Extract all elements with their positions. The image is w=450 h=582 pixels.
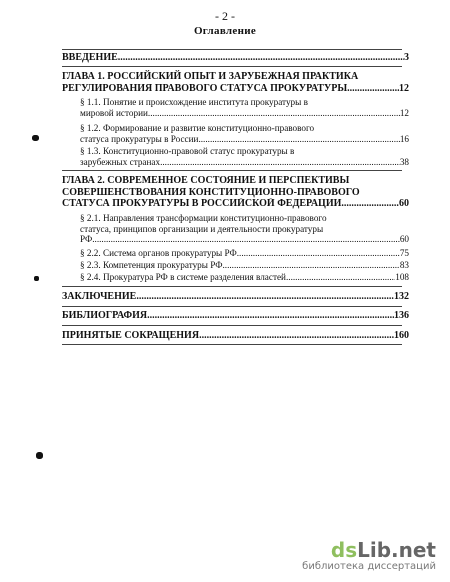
entry-text-line1: § 1.1. Понятие и происхождение института прокуратуры в <box>80 97 308 107</box>
entry-page: 108 <box>395 272 409 282</box>
toc-entry-section-2-3 <box>80 260 409 271</box>
divider <box>62 49 402 50</box>
toc-entry-section-2-1 <box>80 213 409 245</box>
divider <box>62 170 402 171</box>
toc-entry-section-2-4 <box>80 272 409 283</box>
entry-page: 16 <box>399 133 409 144</box>
entry-text-line2: зарубежных странах. <box>80 156 163 167</box>
entry-text-line2: СОВЕРШЕНСТВОВАНИЯ КОНСТИТУЦИОННО-ПРАВОВОГО <box>62 186 360 198</box>
entry-page: 132 <box>394 291 409 302</box>
toc-entry-conclusion <box>62 291 409 303</box>
toc-entry-section-1-2 <box>80 123 409 144</box>
ink-speck <box>36 452 43 459</box>
entry-text-line2: РЕГУЛИРОВАНИЯ ПРАВОВОГО СТАТУСА ПРОКУРАТУРЫ. <box>62 82 350 94</box>
toc-entry-bibliography <box>62 310 409 322</box>
entry-text: § 2.2. Система органов прокуратуры РФ. <box>80 248 240 258</box>
entry-text-line1: ГЛАВА 2. СОВРЕМЕННОЕ СОСТОЯНИЕ И ПЕРСПЕКТИВЫ <box>62 175 350 186</box>
toc-entry-section-1-1 <box>80 97 409 118</box>
entry-page: 136 <box>394 310 409 321</box>
entry-text-line1: § 2.1. Направления трансформации конституционно-правового <box>80 213 327 223</box>
toc-entry-intro <box>62 52 409 64</box>
divider <box>62 286 402 287</box>
entry-text: ВВЕДЕНИЕ. <box>62 52 121 63</box>
ink-speck <box>34 276 39 281</box>
entry-text-line2: мировой истории. <box>80 107 151 118</box>
toc-entry-section-2-2 <box>80 248 409 259</box>
entry-page: 75 <box>399 248 409 258</box>
toc-entry-chapter-2 <box>62 175 409 210</box>
watermark-logo: dsLib.net <box>330 538 436 562</box>
entry-text-line1: § 1.3. Конституционно-правовой статус прокуратуры в <box>80 146 295 156</box>
divider <box>62 325 402 326</box>
entry-text-line2: статуса прокуратуры в России. <box>80 133 201 144</box>
toc-entry-section-1-3 <box>80 146 409 167</box>
entry-text: § 2.4. Прокуратура РФ в системе разделения властей. <box>80 272 289 282</box>
toc-entry-chapter-1 <box>62 71 409 94</box>
entry-text-line3: СТАТУСА ПРОКУРАТУРЫ В РОССИЙСКОЙ ФЕДЕРАЦИИ. <box>62 198 344 209</box>
entry-page: 160 <box>394 330 409 341</box>
page-number: - 2 - <box>215 9 235 23</box>
entry-page: 83 <box>399 260 409 270</box>
entry-page: 38 <box>399 156 409 167</box>
watermark-subtitle: библиотека диссертаций <box>302 561 436 572</box>
entry-page: 60 <box>399 234 409 245</box>
ink-speck <box>32 135 39 141</box>
entry-page: 60 <box>399 198 409 209</box>
divider <box>62 66 402 67</box>
toc-title: Оглавление <box>193 25 257 37</box>
divider <box>62 306 402 307</box>
entry-text: ПРИНЯТЫЕ СОКРАЩЕНИЯ <box>62 330 200 341</box>
divider <box>62 344 402 345</box>
entry-page: 12 <box>399 107 409 118</box>
entry-text-line1: ГЛАВА 1. РОССИЙСКИЙ ОПЫТ И ЗАРУБЕЖНАЯ ПРАКТИКА <box>62 71 359 82</box>
entry-text-line1: § 1.2. Формирование и развитие конституционно-правового <box>80 123 315 133</box>
entry-text: § 2.3. Компетенция прокуратуры РФ. <box>80 260 225 270</box>
watermark <box>302 539 436 572</box>
entry-page: 12 <box>399 82 409 94</box>
toc-entry-abbreviations <box>62 330 409 342</box>
entry-text: ЗАКЛЮЧЕНИЕ. <box>62 291 139 302</box>
entry-page: 3 <box>404 52 409 63</box>
entry-text: БИБЛИОГРАФИЯ. <box>62 310 150 321</box>
entry-text-line2: статуса, принципов организации и деятельности прокуратуры <box>80 223 324 234</box>
entry-text-line3: РФ. <box>80 234 95 245</box>
